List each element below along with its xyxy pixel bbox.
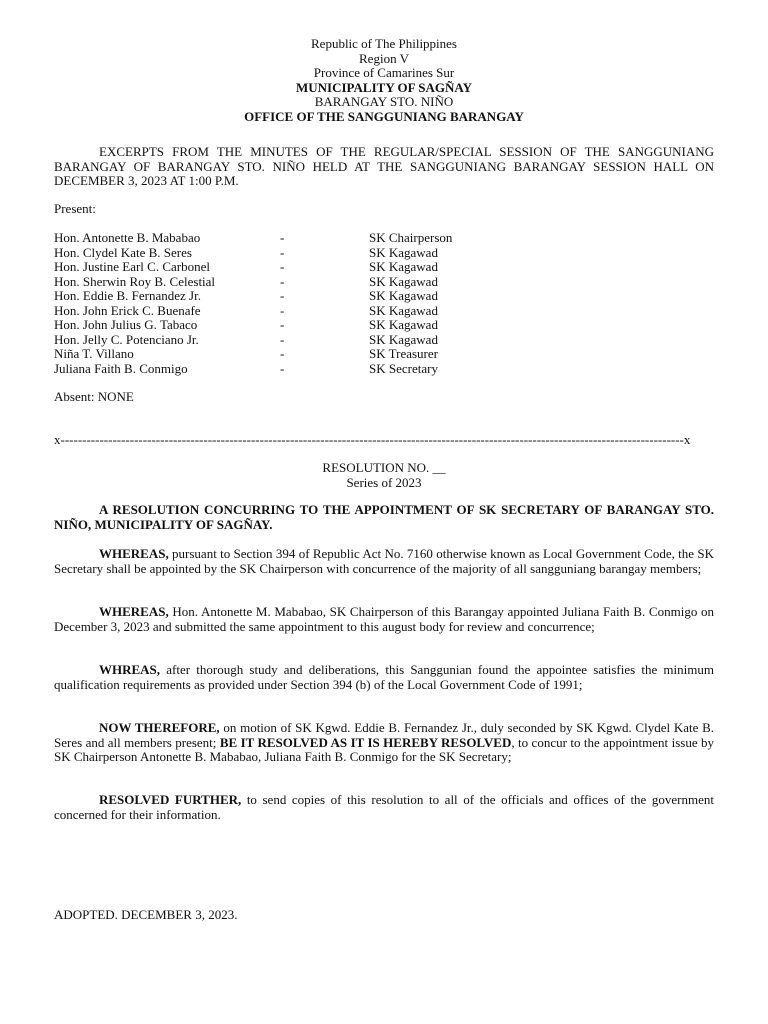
attendee-role: SK Chairperson — [369, 230, 453, 245]
attendee-dash: - — [280, 346, 285, 361]
attendee-role: SK Secretary — [369, 360, 438, 376]
attendee-role: SK Kagawad — [369, 331, 438, 347]
attendee-name: Hon. Sherwin Roy B. Celestial — [54, 273, 216, 289]
attendee-role: SK Kagawad — [369, 288, 438, 303]
attendee-name: Niña T. Villano — [54, 346, 134, 361]
header-republic: Republic of The Philippines — [311, 36, 457, 51]
attendee-name: Hon. Eddie B. Fernandez Jr. — [54, 288, 201, 303]
attendee-row — [54, 318, 554, 333]
attendee-role: SK Kagawad — [369, 317, 438, 332]
whereas-paragraph-2 — [54, 605, 714, 634]
resolution-title: A RESOLUTION CONCURRING TO THE APPOINTMENT OF SK SECRETARY OF BARANGAY STO. NIÑO, MUNICIPALITY OF SAGÑAY. — [54, 502, 714, 532]
para-text: Hon. Antonette M. Mababao, SK Chairperson of this Barangay appointed Juliana Faith B. Conmigo on December 3, 2023 and submitted the same appointment to this august body for review and concurrence; — [54, 604, 714, 634]
attendee-name: Hon. John Julius G. Tabaco — [54, 317, 198, 332]
attendee-name: Hon. Jelly C. Potenciano Jr. — [54, 331, 199, 347]
resolved-paragraph — [54, 721, 714, 765]
attendee-row — [54, 246, 554, 261]
attendee-row — [54, 304, 554, 319]
header-region: Region V — [359, 50, 409, 66]
para-text: after thorough study and deliberations, this Sanggunian found the appointee satisfies the minimum qualification requirements as provided under Section 394 (b) of the Local Government Code of 1991; — [54, 662, 714, 692]
excerpt-heading — [54, 145, 714, 189]
para-lead: WHEREAS, — [99, 546, 169, 561]
attendee-dash: - — [280, 259, 285, 274]
attendee-row — [54, 260, 554, 275]
separator-line: x------------------------------------------------------------------------------------------------------------------------------------------------x — [54, 433, 691, 447]
resolution-title-block — [54, 503, 714, 532]
attendee-dash: - — [280, 317, 285, 332]
attendee-name: Hon. Clydel Kate B. Seres — [54, 244, 192, 260]
resolved-further-paragraph — [54, 793, 714, 822]
attendee-row — [54, 362, 554, 377]
para-text: on motion of SK Kgwd. Eddie B. Fernandez Jr., duly seconded by SK Kgwd. Clydel Kate B. Seres and all members present; — [54, 720, 715, 750]
header-municipality: MUNICIPALITY OF SAGÑAY — [296, 79, 472, 95]
attendee-row — [54, 231, 554, 246]
whereas-paragraph-1 — [54, 547, 714, 576]
attendee-role: SK Kagawad — [369, 302, 438, 318]
attendee-row — [54, 289, 554, 304]
letterhead — [0, 37, 768, 124]
present-label: Present: — [54, 201, 96, 216]
attendee-dash: - — [280, 273, 285, 289]
attendee-row — [54, 333, 554, 348]
para-lead: NOW THEREFORE, — [99, 720, 220, 735]
para-text: pursuant to Section 394 of Republic Act No. 7160 otherwise known as Local Government Code, the SK Secretary shall be appointed by the SK Chairperson with concurrence of the majority of all sangguniang barangay members; — [54, 546, 714, 576]
attendee-row — [54, 347, 554, 362]
resolution-series: Series of 2023 — [346, 474, 422, 490]
attendee-dash: - — [280, 331, 285, 347]
para-lead: RESOLVED FURTHER, — [99, 792, 242, 807]
excerpt-text: EXCERPTS FROM THE MINUTES OF THE REGULAR/SPECIAL SESSION OF THE SANGGUNIANG BARANGAY OF BARANGAY STO. NIÑO HELD AT THE SANGGUNIANG BARANGAY SESSION HALL ON DECEMBER 3, 2023 AT 1:00 P.M. — [54, 144, 714, 188]
resolution-number-block — [0, 461, 768, 490]
attendee-role: SK Kagawad — [369, 244, 438, 260]
para-lead: WHEREAS, — [99, 604, 169, 619]
attendee-dash: - — [280, 244, 285, 260]
adopted-line: ADOPTED. DECEMBER 3, 2023. — [54, 907, 238, 922]
attendee-dash: - — [280, 360, 285, 376]
attendee-role: SK Kagawad — [369, 259, 438, 274]
attendee-name: Hon. Antonette B. Mababao — [54, 230, 201, 245]
attendance-list — [54, 231, 554, 376]
header-province: Province of Camarines Sur — [313, 65, 455, 80]
whereas-paragraph-3 — [54, 663, 714, 692]
para-text: to send copies of this resolution to all of the officials and offices of the government concerned for their information. — [54, 792, 714, 822]
para-lead: WHREAS, — [99, 662, 161, 677]
attendee-dash: - — [280, 288, 285, 303]
attendee-row — [54, 275, 554, 290]
para-text: , to concur to the appointment issue by SK Chairperson Antonette B. Mababao, Juliana Faith B. Conmigo for the SK Secretary; — [54, 734, 715, 764]
resolution-number: RESOLUTION NO. __ — [322, 460, 446, 475]
attendee-name: Juliana Faith B. Conmigo — [54, 360, 188, 376]
absent-line: Absent: NONE — [54, 389, 134, 404]
header-office: OFFICE OF THE SANGGUNIANG BARANGAY — [244, 108, 524, 124]
attendee-dash: - — [280, 302, 285, 318]
attendee-role: SK Kagawad — [369, 273, 438, 289]
para-bold: BE IT RESOLVED AS IT IS HEREBY RESOLVED — [219, 734, 512, 750]
attendee-name: Hon. Justine Earl C. Carbonel — [54, 259, 210, 274]
attendee-dash: - — [280, 230, 285, 245]
attendee-name: Hon. John Erick C. Buenafe — [54, 302, 201, 318]
attendee-role: SK Treasurer — [369, 346, 438, 361]
header-barangay: BARANGAY STO. NIÑO — [314, 94, 454, 109]
